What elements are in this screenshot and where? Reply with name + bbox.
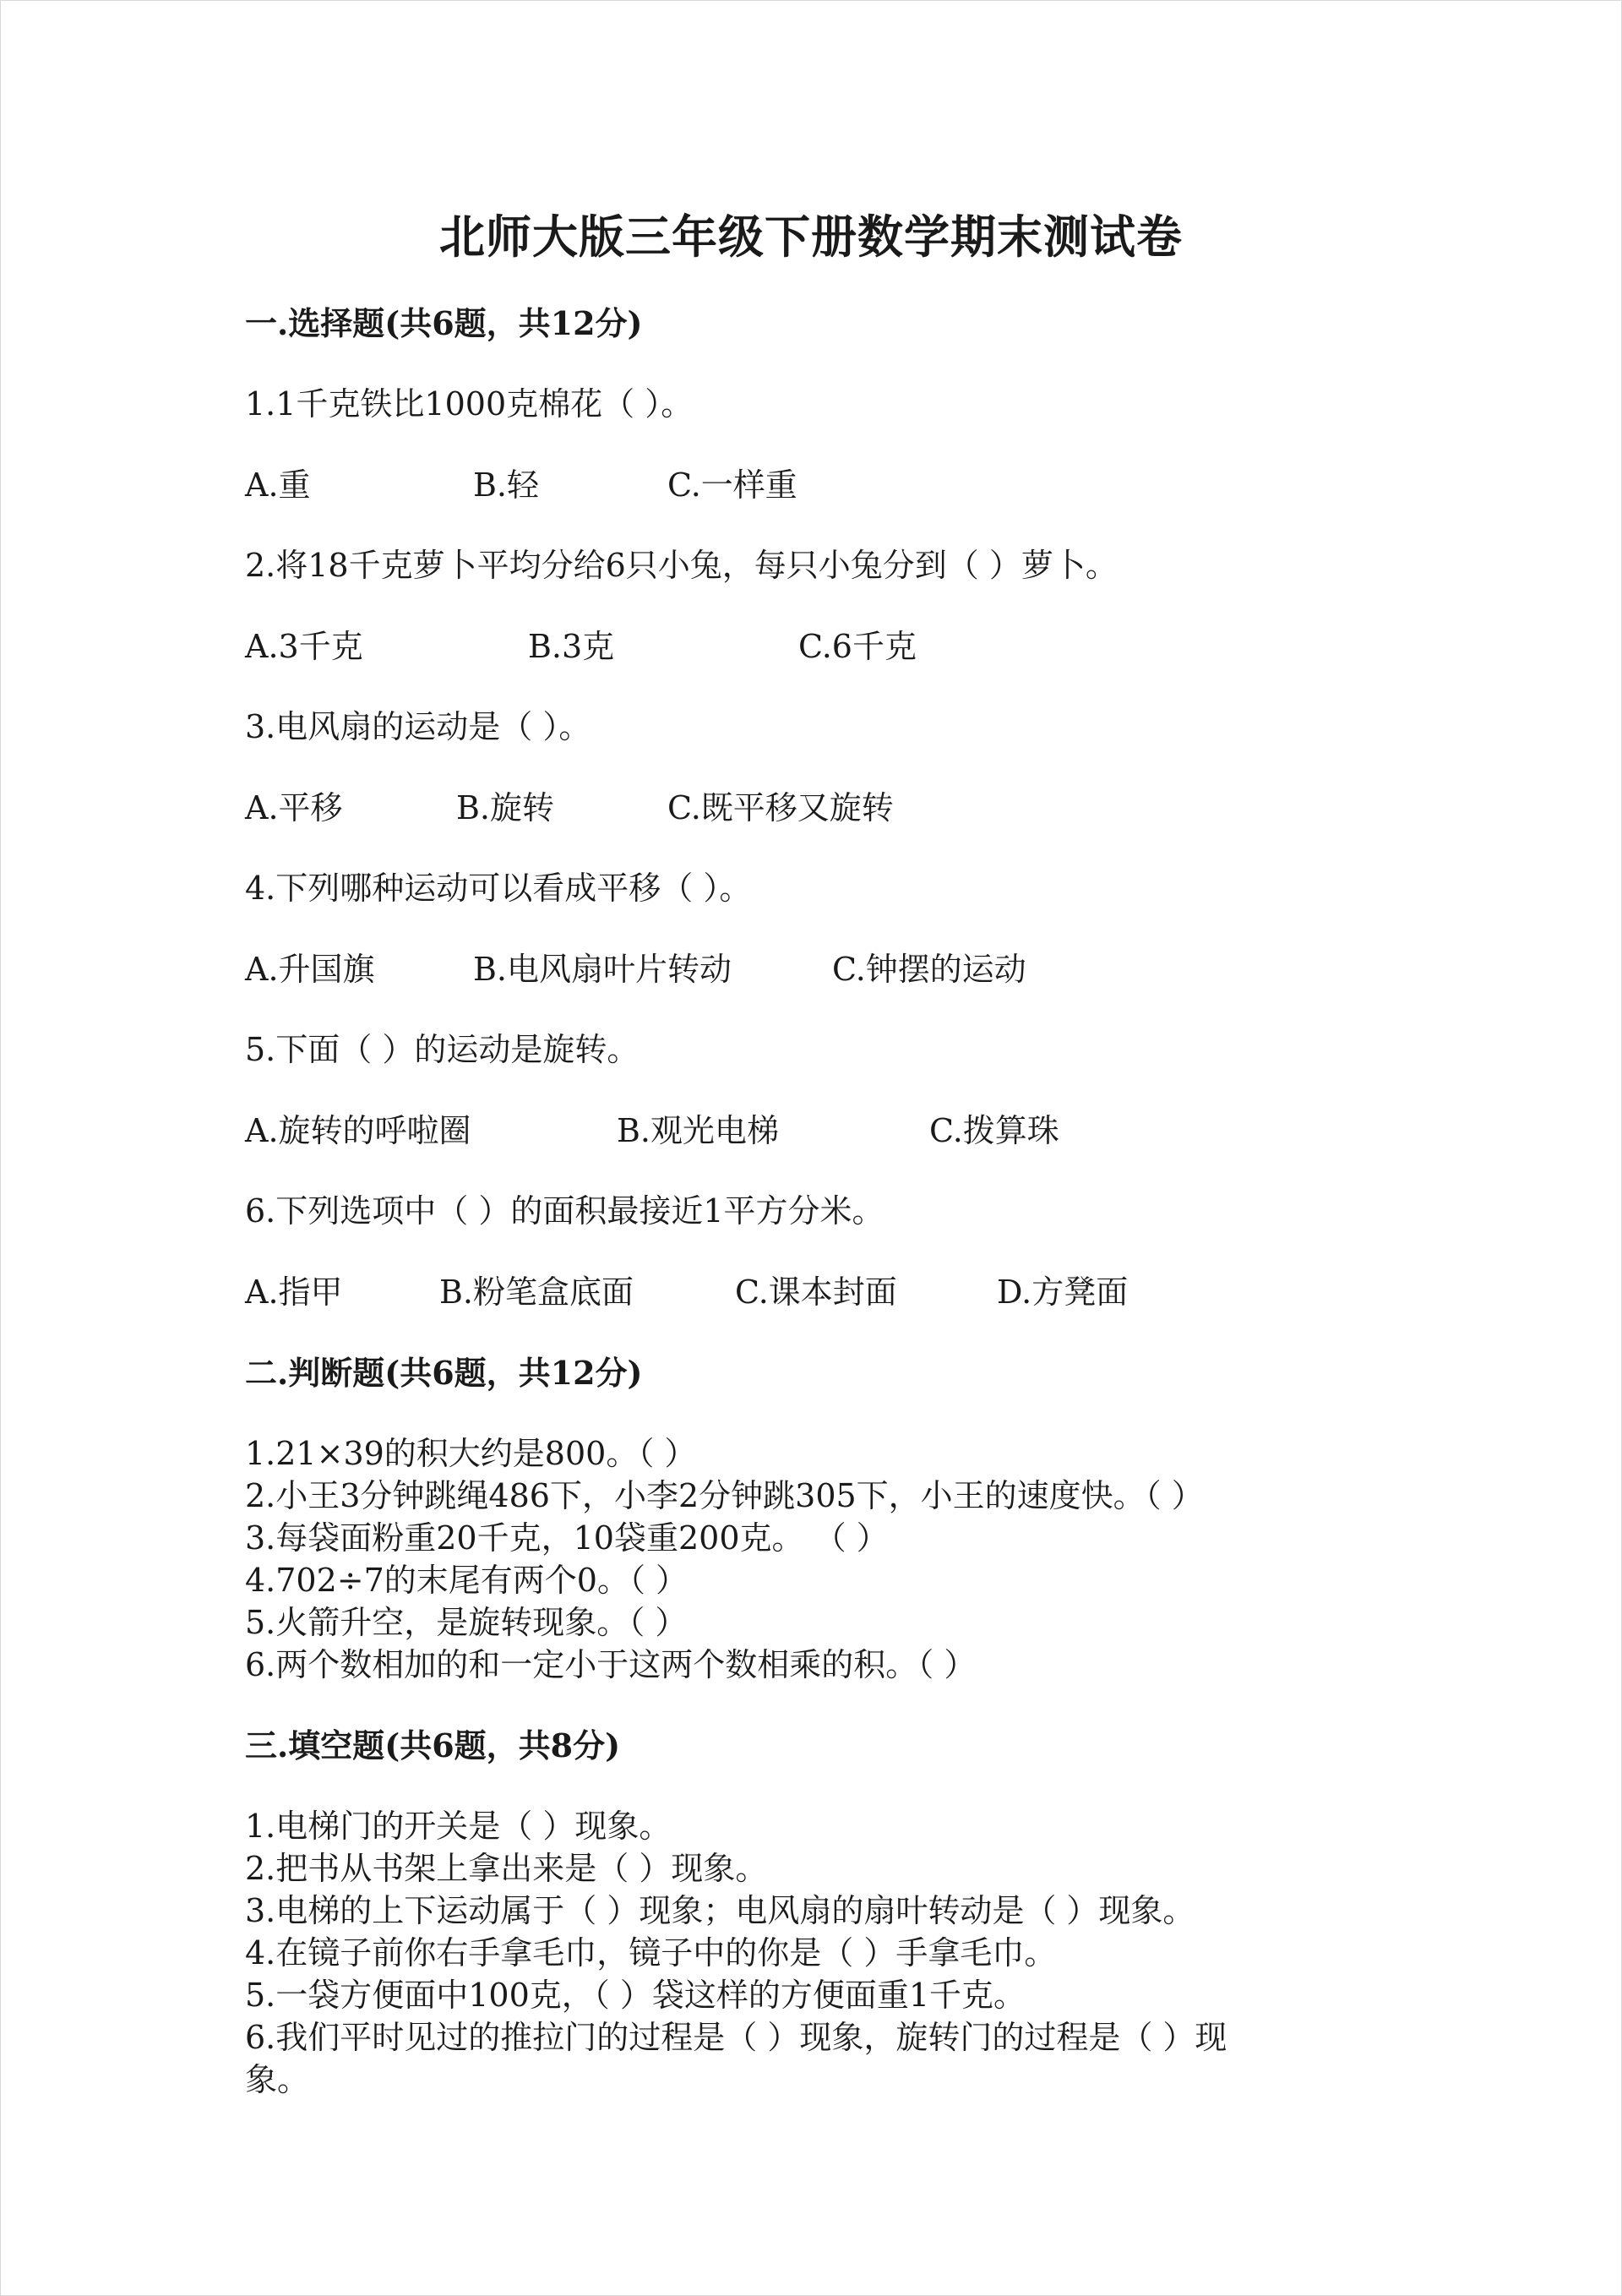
choice-option: B.电风扇叶片转动 bbox=[473, 951, 732, 988]
choice-question: 4.下列哪种运动可以看成平移（ ）。 bbox=[245, 870, 752, 907]
choice-option: C.一样重 bbox=[667, 466, 797, 504]
judgment-item: 5.火箭升空，是旋转现象。（ ） bbox=[245, 1604, 688, 1641]
choice-option: A.升国旗 bbox=[245, 951, 375, 988]
choice-question: 6.下列选项中（ ）的面积最接近1平方分米。 bbox=[245, 1192, 884, 1230]
section-heading-judgment: 二.判断题(共6题，共12分) bbox=[245, 1354, 643, 1392]
choice-option: C.拨算珠 bbox=[929, 1112, 1059, 1149]
choice-option: C.既平移又旋转 bbox=[667, 789, 894, 826]
judgment-item: 4.702÷7的末尾有两个0。（ ） bbox=[245, 1562, 689, 1599]
fill-item: 5.一袋方便面中100克，（ ）袋这样的方便面重1千克。 bbox=[245, 1977, 1026, 2014]
fill-item: 4.在镜子前你右手拿毛巾，镜子中的你是（ ）手拿毛巾。 bbox=[245, 1934, 1057, 1972]
judgment-item: 2.小王3分钟跳绳486下，小李2分钟跳305下，小王的速度快。（ ） bbox=[245, 1477, 1204, 1514]
choice-options bbox=[245, 943, 1377, 988]
fill-item: 3.电梯的上下运动属于（ ）现象；电风扇的扇叶转动是（ ）现象。 bbox=[245, 1892, 1195, 1929]
choice-option: C.课本封面 bbox=[735, 1273, 897, 1311]
choice-options bbox=[245, 620, 1377, 663]
choice-option: B.3克 bbox=[528, 628, 615, 665]
choice-options bbox=[245, 782, 1377, 824]
choice-options bbox=[245, 1266, 1377, 1311]
choice-option: C.钟摆的运动 bbox=[832, 951, 1026, 988]
fill-item-continued: 象。 bbox=[245, 2061, 310, 2098]
fill-item: 6.我们平时见过的推拉门的过程是（ ）现象，旋转门的过程是（ ）现 bbox=[245, 2019, 1227, 2056]
section-heading-fill: 三.填空题(共6题，共8分) bbox=[245, 1726, 621, 1764]
choice-options bbox=[245, 1104, 1377, 1147]
page-title: 北师大版三年级下册数学期末测试卷 bbox=[439, 210, 1183, 264]
choice-option: D.方凳面 bbox=[997, 1273, 1129, 1311]
choice-question: 1.1千克铁比1000克棉花（ ）。 bbox=[245, 385, 694, 423]
choice-option: A.重 bbox=[245, 466, 311, 504]
choice-question: 2.将18千克萝卜平均分给6只小兔，每只小兔分到（ ）萝卜。 bbox=[245, 547, 1118, 584]
choice-question: 5.下面（ ）的运动是旋转。 bbox=[245, 1031, 640, 1068]
choice-option: C.6千克 bbox=[798, 628, 917, 665]
choice-option: B.观光电梯 bbox=[617, 1112, 780, 1149]
choice-options bbox=[245, 459, 1377, 504]
choice-option: A.指甲 bbox=[245, 1273, 343, 1311]
judgment-item: 3.每袋面粉重20千克，10袋重200克。 （ ） bbox=[245, 1519, 889, 1557]
section-heading-choice: 一.选择题(共6题，共12分) bbox=[245, 304, 643, 342]
choice-option: A.旋转的呼啦圈 bbox=[245, 1112, 471, 1149]
choice-option: B.粉笔盒底面 bbox=[439, 1273, 634, 1311]
choice-question: 3.电风扇的运动是（ ）。 bbox=[245, 708, 591, 745]
fill-item: 1.电梯门的开关是（ ）现象。 bbox=[245, 1808, 672, 1845]
choice-option: A.平移 bbox=[245, 789, 343, 826]
fill-item: 2.把书从书架上拿出来是（ ）现象。 bbox=[245, 1850, 768, 1887]
judgment-item: 6.两个数相加的和一定小于这两个数相乘的积。（ ） bbox=[245, 1646, 977, 1683]
judgment-item: 1.21×39的积大约是800。（ ） bbox=[245, 1435, 697, 1472]
choice-option: A.3千克 bbox=[245, 628, 363, 665]
choice-option: B.旋转 bbox=[456, 789, 555, 826]
choice-option: B.轻 bbox=[473, 466, 540, 504]
